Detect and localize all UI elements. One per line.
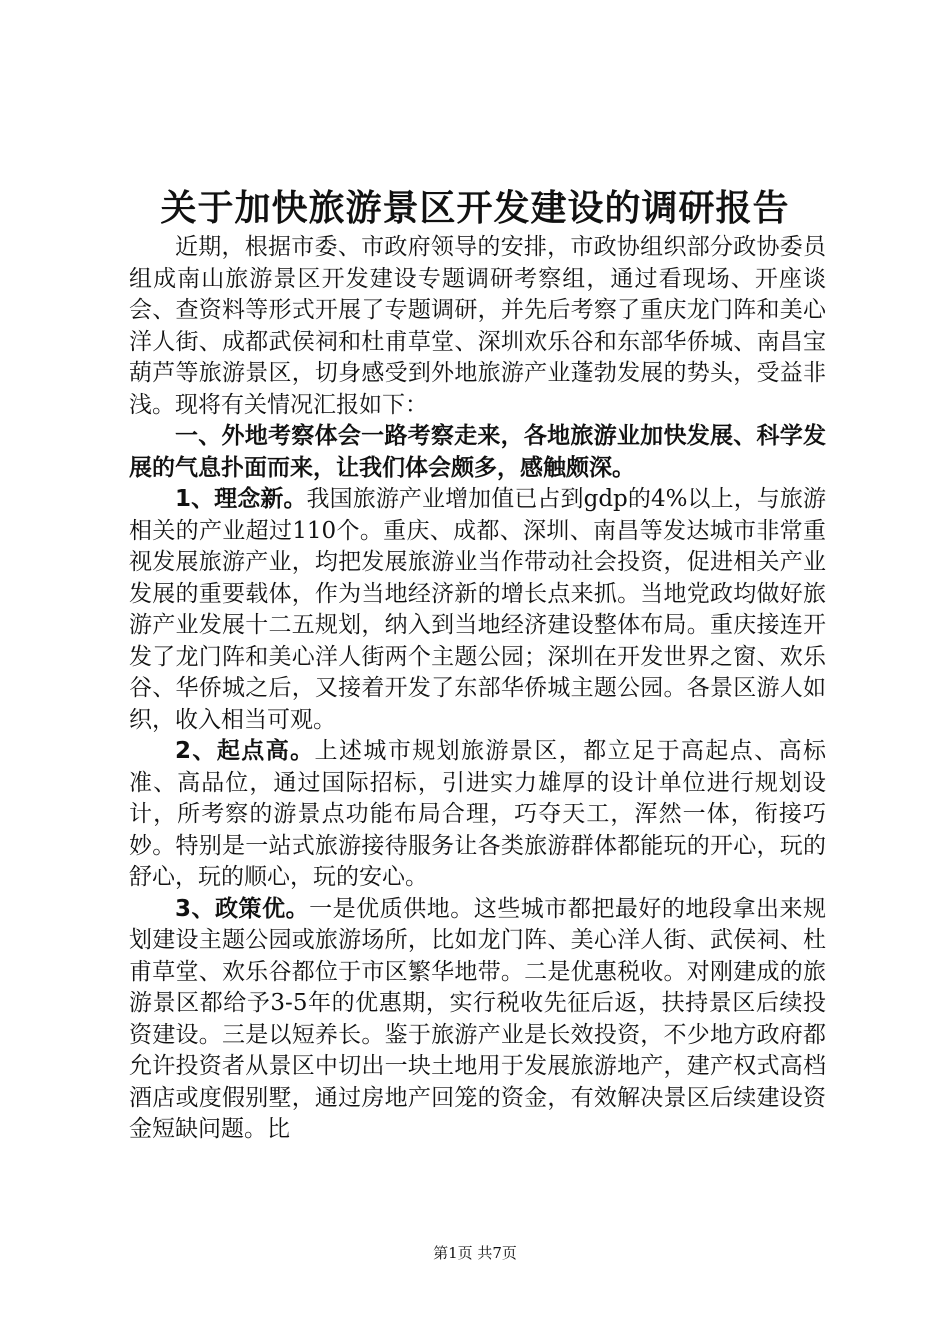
point-2-label: 2、起点高。 [175, 738, 315, 764]
document-body [129, 232, 826, 1146]
point-1-label: 1、理念新。 [175, 486, 307, 512]
document-title: 关于加快旅游景区开发建设的调研报告 [160, 188, 790, 229]
page-number-footer: 第1页 共7页 [433, 1244, 517, 1262]
section-heading: 一、外地考察体会一路考察走来，各地旅游业加快发展、科学发展的气息扑面而来，让我们体会颇多，感触颇深。 [129, 423, 826, 481]
point-2-paragraph [129, 736, 826, 894]
point-3-label: 3、政策优。 [175, 895, 310, 922]
point-1-text: 我国旅游产业增加值已占到gdp的4%以上，与旅游相关的产业超过110个。重庆、成都、深圳、南昌等发达城市非常重视发展旅游产业，均把发展旅游业当作带动社会投资，促进相关产业发展的重要载体，作为当地经济新的增长点来抓。当地党政均做好旅游产业发展十二五规划，纳入到当地经济建设整体布局。重庆接连开发了龙门阵和美心洋人街两个主题公园；深圳在开发世界之窗、欢乐谷、华侨城之后，又接着开发了东部华侨城主题公园。各景区游人如织，收入相当可观。 [129, 486, 826, 733]
point-3-text: 一是优质供地。这些城市都把最好的地段拿出来规划建设主题公园或旅游场所，比如龙门阵、美心洋人街、武侯祠、杜甫草堂、欢乐谷都位于市区繁华地带。二是优惠税收。对刚建成的旅游景区都给予3-5年的优惠期，实行税收先征后返，扶持景区后续投资建设。三是以短养长。鉴于旅游产业是长效投资，不少地方政府都允许投资者从景区中切出一块土地用于发展旅游地产，建产权式高档酒店或度假别墅，通过房地产回笼的资金，有效解决景区后续建设资金短缺问题。比 [129, 895, 827, 1142]
intro-paragraph: 近期，根据市委、市政府领导的安排，市政协组织部分政协委员组成南山旅游景区开发建设专题调研考察组，通过看现场、开座谈会、查资料等形式开展了专题调研，并先后考察了重庆龙门阵和美心洋人街、成都武侯祠和杜甫草堂、深圳欢乐谷和东部华侨城、南昌宝葫芦等旅游景区，切身感受到外地旅游产业蓬勃发展的势头，受益非浅。现将有关情况汇报如下： [129, 234, 826, 418]
point-3-paragraph [129, 894, 826, 1146]
point-2-text: 上述城市规划旅游景区，都立足于高起点、高标准、高品位，通过国际招标，引进实力雄厚的设计单位进行规划设计，所考察的游景点功能布局合理，巧夺天工，浑然一体，衔接巧妙。特别是一站式旅游接待服务让各类旅游群体都能玩的开心，玩的舒心，玩的顺心，玩的安心。 [129, 738, 826, 890]
point-1-paragraph [129, 484, 826, 736]
